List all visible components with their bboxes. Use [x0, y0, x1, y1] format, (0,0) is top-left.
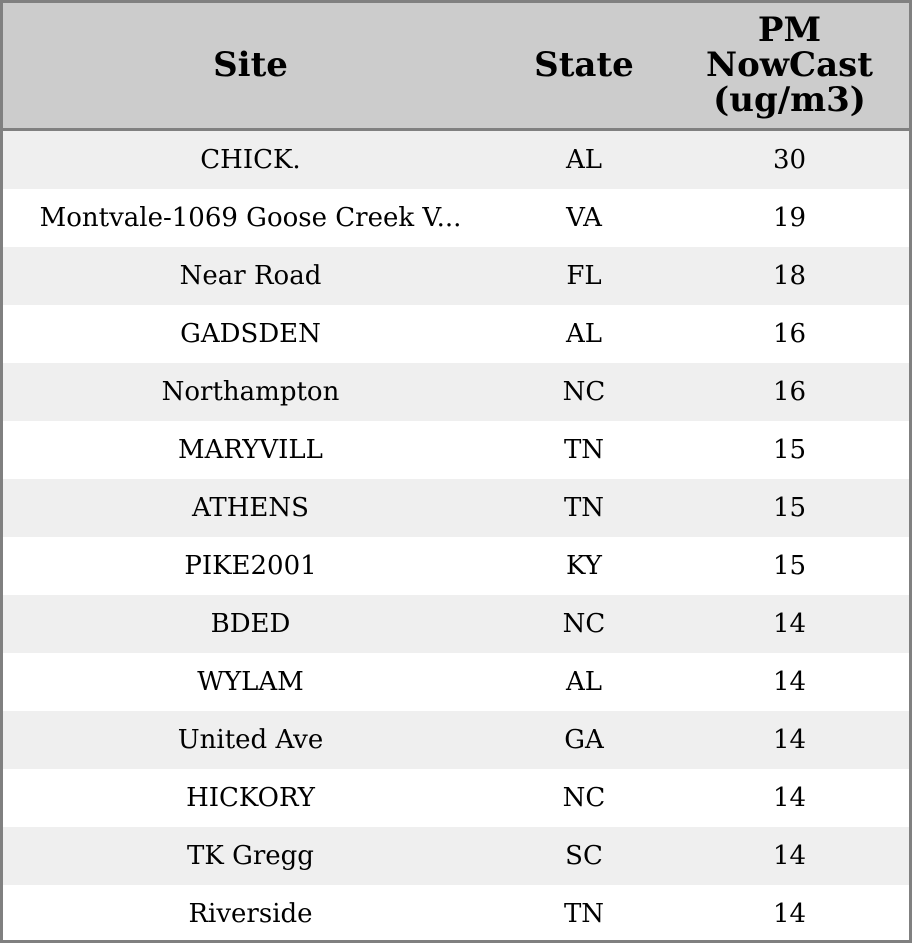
state-cell: AL	[498, 653, 670, 711]
site-cell: TK Gregg	[3, 827, 498, 885]
table-row	[3, 653, 909, 711]
pm-nowcast-cell: 16	[670, 363, 909, 421]
pm-nowcast-cell: 14	[670, 827, 909, 885]
pm-nowcast-cell: 30	[670, 130, 909, 190]
table-row	[3, 711, 909, 769]
state-cell: AL	[498, 305, 670, 363]
header-row	[3, 3, 909, 130]
table-row	[3, 479, 909, 537]
site-cell: PIKE2001	[3, 537, 498, 595]
column-header-pm-nowcast[interactable]	[670, 3, 909, 130]
site-cell: MARYVILL	[3, 421, 498, 479]
state-cell: FL	[498, 247, 670, 305]
table-header	[3, 3, 909, 130]
site-cell: BDED	[3, 595, 498, 653]
table-row	[3, 827, 909, 885]
pm-nowcast-cell: 14	[670, 885, 909, 943]
state-cell: SC	[498, 827, 670, 885]
site-cell: Riverside	[3, 885, 498, 943]
table-row	[3, 363, 909, 421]
table-body	[3, 130, 909, 943]
pm-nowcast-cell: 16	[670, 305, 909, 363]
pm-nowcast-table	[3, 3, 909, 943]
state-cell: NC	[498, 769, 670, 827]
site-cell: HICKORY	[3, 769, 498, 827]
site-cell: GADSDEN	[3, 305, 498, 363]
state-cell: TN	[498, 421, 670, 479]
header-site-line: Site	[213, 45, 288, 85]
state-cell: TN	[498, 885, 670, 943]
header-pm-line-2: NowCast	[706, 45, 873, 85]
site-cell: Northampton	[3, 363, 498, 421]
state-cell: GA	[498, 711, 670, 769]
pm-nowcast-cell: 14	[670, 769, 909, 827]
header-state-line: State	[534, 45, 634, 85]
pm-nowcast-cell: 15	[670, 537, 909, 595]
table-row	[3, 189, 909, 247]
state-cell: VA	[498, 189, 670, 247]
state-cell: AL	[498, 130, 670, 190]
header-pm-line-3: (ug/m3)	[713, 80, 866, 120]
site-cell: CHICK.	[3, 130, 498, 190]
table-row	[3, 595, 909, 653]
table-row	[3, 247, 909, 305]
pm-nowcast-cell: 15	[670, 421, 909, 479]
table-row	[3, 885, 909, 943]
site-cell: WYLAM	[3, 653, 498, 711]
state-cell: TN	[498, 479, 670, 537]
site-cell: Montvale-1069 Goose Creek V...	[3, 189, 498, 247]
column-header-site[interactable]	[3, 3, 498, 130]
table-row	[3, 305, 909, 363]
site-cell: United Ave	[3, 711, 498, 769]
state-cell: NC	[498, 595, 670, 653]
pm-nowcast-cell: 14	[670, 653, 909, 711]
table-row	[3, 130, 909, 190]
site-cell: ATHENS	[3, 479, 498, 537]
pm-nowcast-cell: 19	[670, 189, 909, 247]
table-row	[3, 537, 909, 595]
site-cell: Near Road	[3, 247, 498, 305]
table-row	[3, 769, 909, 827]
column-header-state[interactable]	[498, 3, 670, 130]
pm-nowcast-cell: 15	[670, 479, 909, 537]
table-row	[3, 421, 909, 479]
pm-nowcast-cell: 14	[670, 711, 909, 769]
pm-nowcast-cell: 14	[670, 595, 909, 653]
state-cell: KY	[498, 537, 670, 595]
state-cell: NC	[498, 363, 670, 421]
header-pm-line-1: PM	[757, 10, 822, 50]
pm-nowcast-cell: 18	[670, 247, 909, 305]
